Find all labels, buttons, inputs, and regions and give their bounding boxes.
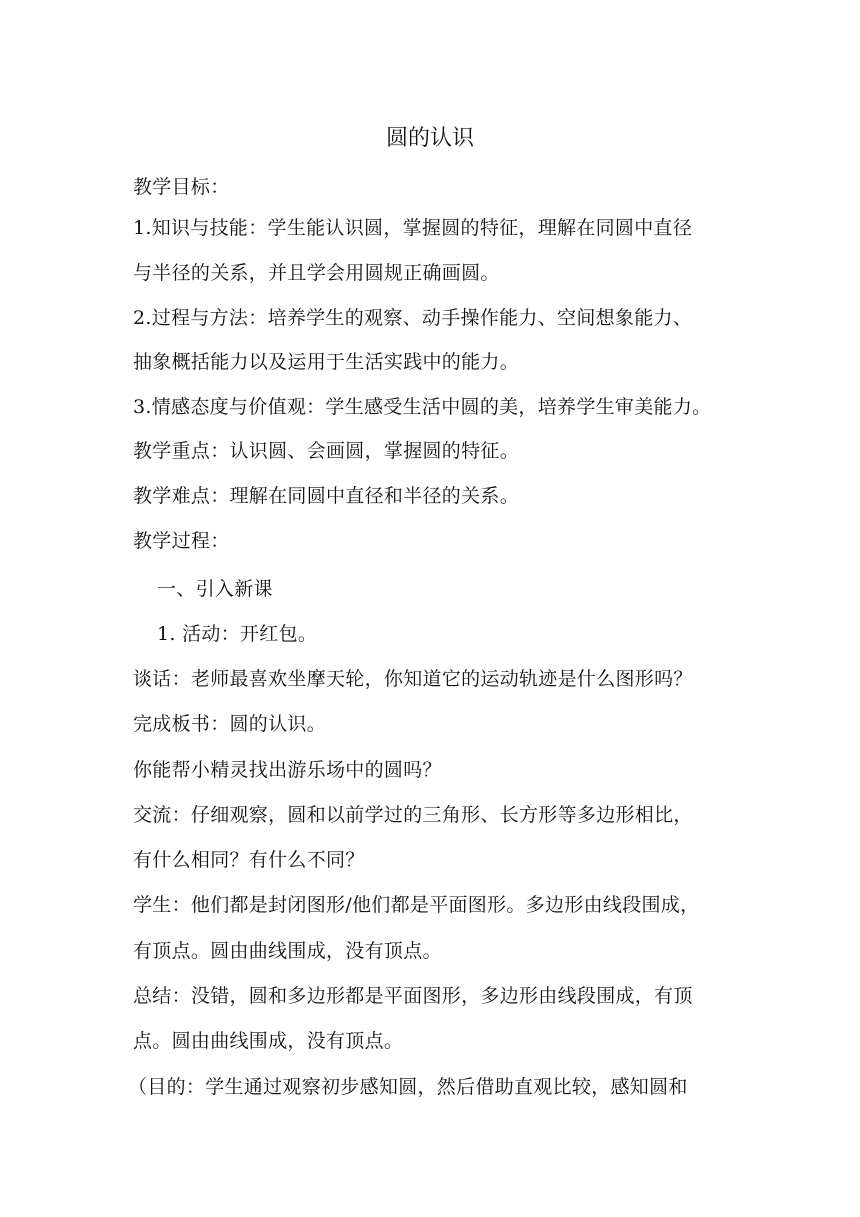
text-line-section-1-heading: 一、引入新课 (157, 578, 273, 600)
page-title: 圆的认识 (385, 126, 474, 151)
text-line-student-b: 有顶点。圆由曲线围成，没有顶点。 (133, 940, 442, 962)
text-line-goal-2b: 抽象概括能力以及运用于生活实践中的能力。 (133, 351, 520, 373)
text-line-activity-1: 1. 活动：开红包。 (157, 623, 318, 645)
text-line-goal-3: 3.情感态度与价值观：学生感受生活中圆的美，培养学生审美能力。 (133, 396, 712, 418)
text-line-exchange-b: 有什么相同？有什么不同？ (133, 849, 365, 871)
text-line-goal-1a: 1.知识与技能：学生能认识圆，掌握圆的特征，理解在同圆中直径 (133, 217, 693, 239)
text-line-difficulties: 教学难点：理解在同圆中直径和半径的关系。 (133, 485, 520, 507)
text-line-goal-2a: 2.过程与方法：培养学生的观察、动手操作能力、空间想象能力、 (133, 307, 693, 329)
text-line-goal-1b: 与半径的关系，并且学会用圆规正确画圆。 (133, 262, 500, 284)
text-line-board-writing: 完成板书：圆的认识。 (133, 713, 327, 735)
text-line-exchange-a: 交流：仔细观察，圆和以前学过的三角形、长方形等多边形相比， (133, 804, 693, 826)
text-line-summary-a: 总结：没错，圆和多边形都是平面图形，多边形由线段围成，有顶 (133, 985, 693, 1007)
text-line-student-a: 学生：他们都是封闭图形/他们都是平面图形。多边形由线段围成， (133, 894, 700, 916)
text-line-process-heading: 教学过程： (133, 530, 230, 552)
text-line-teaching-goals-heading: 教学目标： (133, 176, 230, 198)
text-line-purpose: （目的：学生通过观察初步感知圆，然后借助直观比较，感知圆和 (128, 1076, 688, 1098)
text-line-talk: 谈话：老师最喜欢坐摩天轮，你知道它的运动轨迹是什么图形吗？ (133, 668, 693, 690)
text-line-summary-b: 点。圆由曲线围成，没有顶点。 (133, 1030, 404, 1052)
text-line-find-circles: 你能帮小精灵找出游乐场中的圆吗？ (133, 759, 442, 781)
text-line-key-points: 教学重点：认识圆、会画圆，掌握圆的特征。 (133, 440, 520, 462)
